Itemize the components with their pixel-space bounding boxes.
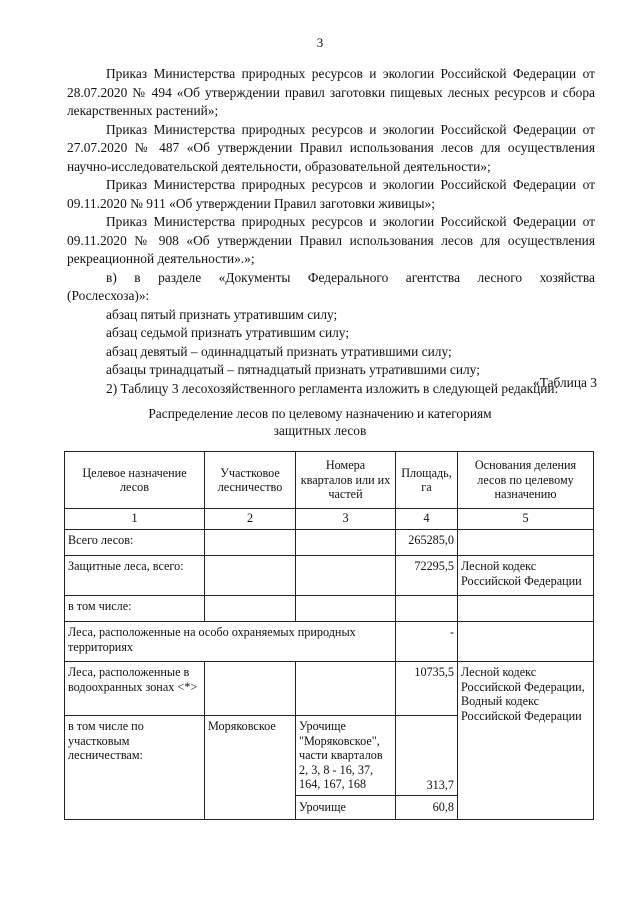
row-label: Леса, расположенные на особо охраняемых природных территориях: [65, 622, 396, 662]
header-cell: Площадь, га: [396, 452, 458, 509]
page-number: 3: [316, 35, 324, 50]
table-row: [65, 622, 594, 662]
paragraph-order-908: Приказ Министерства природных ресурсов и экологии Российской Федерации от 09.11.2020 № 908 «Об утверждении Правил использования лесов для осуществления рекреационной деятельности».»;: [67, 214, 595, 266]
area-value: 60,8: [396, 796, 458, 820]
paragraph-order-494: Приказ Министерства природных ресурсов и экологии Российской Федерации от 28.07.2020 № 494 «Об утверждении правил заготовки пищевых лесных ресурсов и сбора лекарственных растений»;: [67, 66, 595, 118]
table-title-line: Распределение лесов по целевому назначению и категориям: [148, 406, 492, 421]
forest-distribution-table: [64, 451, 594, 820]
table-label: «Таблица 3: [533, 375, 597, 390]
area-value: 265285,0: [396, 530, 458, 556]
area-value: 72295,5: [396, 556, 458, 596]
table-header-row: [65, 452, 594, 509]
paragraph-order-487: Приказ Министерства природных ресурсов и экологии Российской Федерации от 27.07.2020 № 487 «Об утверждении Правил использования лесов для осуществления научно-исследовательской деятельности, образовательной деятельности»;: [67, 121, 595, 174]
table-title: [0, 405, 640, 439]
row-label: Леса, расположенные в водоохранных зонах <*>: [65, 662, 205, 716]
tract-text: Урочище: [296, 796, 396, 820]
row-label: Всего лесов:: [65, 530, 205, 556]
paragraph-item: абзац пятый признать утратившим силу;: [106, 306, 338, 322]
column-number: 4: [396, 509, 458, 530]
area-value: 313,7: [396, 716, 458, 796]
paragraph-item: абзацы тринадцатый – пятнадцатый признать утратившими силу;: [106, 362, 480, 377]
basis-text: Лесной кодекс Российской Федерации, Водный кодекс Российской Федерации: [458, 662, 594, 820]
table-row: [65, 662, 594, 716]
column-number: 5: [458, 509, 594, 530]
paragraph-item: абзац девятый – одиннадцатый признать утратившими силу;: [106, 343, 452, 359]
tract-text: Урочище "Моряковское", части кварталов 2, 3, 8 - 16, 37, 164, 167, 168: [296, 716, 396, 796]
header-cell: Целевое назначение лесов: [65, 452, 205, 509]
paragraph-order-911: Приказ Министерства природных ресурсов и экологии Российской Федерации от 09.11.2020 № 911 «Об утверждении Правил заготовки живицы»;: [67, 177, 595, 211]
basis-text: Лесной кодекс Российской Федерации: [458, 556, 594, 596]
header-cell: Основания деления лесов по целевому назначению: [458, 452, 594, 509]
table-title-line: защитных лесов: [273, 423, 367, 438]
column-number: 3: [296, 509, 396, 530]
header-cell: Участковое лесничество: [205, 452, 296, 509]
column-number: 2: [205, 509, 296, 530]
column-number: 1: [65, 509, 205, 530]
row-label: в том числе:: [65, 596, 205, 622]
header-cell: Номера кварталов или их частей: [296, 452, 396, 509]
district-name: Моряковское: [205, 716, 296, 820]
paragraph-section-v: в) в разделе «Документы Федерального агентства лесного хозяйства (Рослесхоза)»:: [67, 269, 595, 303]
table-row: [65, 596, 594, 622]
document-body: [67, 65, 595, 398]
column-number-row: [65, 509, 594, 530]
table-row: [65, 556, 594, 596]
table-row: [65, 530, 594, 556]
area-value: 10735,5: [396, 662, 458, 716]
row-label: Защитные леса, всего:: [65, 556, 205, 596]
paragraph-item: абзац седьмой признать утратившим силу;: [106, 325, 350, 340]
row-label: в том числе по участковым лесничествам:: [65, 716, 205, 820]
area-value: -: [396, 622, 458, 662]
paragraph-table-intro: 2) Таблицу 3 лесохозяйственного регламента изложить в следующей редакции:: [106, 380, 559, 396]
